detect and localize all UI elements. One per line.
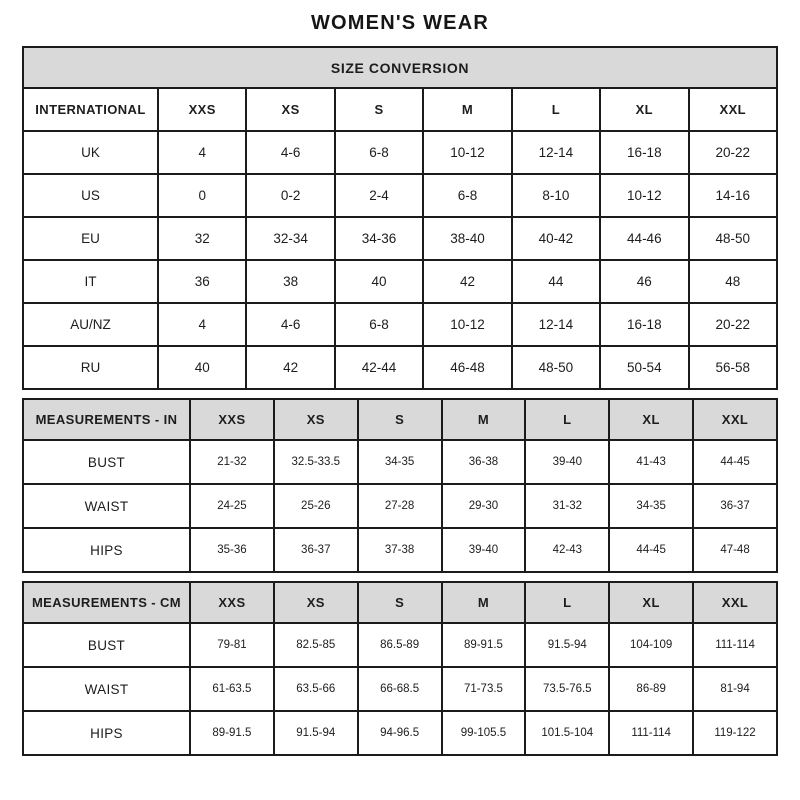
value-cell: 35-36 [190,528,274,572]
value-cell: 36 [158,260,246,303]
column-header: S [358,582,442,623]
value-cell: 4-6 [246,303,334,346]
value-cell: 36-37 [274,528,358,572]
value-cell: 16-18 [600,131,688,174]
column-header: L [525,399,609,440]
column-header: M [442,399,526,440]
value-cell: 91.5-94 [525,623,609,667]
value-cell: 89-91.5 [190,711,274,755]
value-cell: 2-4 [335,174,423,217]
value-cell: 47-48 [693,528,777,572]
value-cell: 12-14 [512,131,600,174]
value-cell: 46-48 [423,346,511,389]
value-cell: 41-43 [609,440,693,484]
value-cell: 6-8 [423,174,511,217]
table-row [23,217,777,260]
value-cell: 32.5-33.5 [274,440,358,484]
value-cell: 20-22 [689,303,777,346]
value-cell: 14-16 [689,174,777,217]
table-row [23,346,777,389]
value-cell: 48 [689,260,777,303]
column-header: XL [600,88,688,131]
column-header: XL [609,582,693,623]
value-cell: 32 [158,217,246,260]
size-conversion-table [22,46,778,390]
value-cell: 36-37 [693,484,777,528]
column-header: XS [246,88,334,131]
value-cell: 40 [335,260,423,303]
page-title: WOMEN'S WEAR [310,12,490,34]
column-header: XS [274,399,358,440]
value-cell: 0-2 [246,174,334,217]
row-label: EU [23,217,158,260]
value-cell: 34-36 [335,217,423,260]
value-cell: 34-35 [358,440,442,484]
measurements-cm-header-row [23,582,777,623]
value-cell: 16-18 [600,303,688,346]
value-cell: 79-81 [190,623,274,667]
row-label: US [23,174,158,217]
row-label: WAIST [23,667,190,711]
row-label: UK [23,131,158,174]
value-cell: 40-42 [512,217,600,260]
value-cell: 111-114 [609,711,693,755]
column-header: XL [609,399,693,440]
value-cell: 38-40 [423,217,511,260]
measurements-in-header-row [23,399,777,440]
value-cell: 63.5-66 [274,667,358,711]
table-row [23,260,777,303]
measurements-cm-body [23,623,777,755]
value-cell: 24-25 [190,484,274,528]
column-header: L [512,88,600,131]
value-cell: 0 [158,174,246,217]
value-cell: 40 [158,346,246,389]
value-cell: 42 [246,346,334,389]
column-header: S [358,399,442,440]
value-cell: 81-94 [693,667,777,711]
value-cell: 50-54 [600,346,688,389]
value-cell: 32-34 [246,217,334,260]
table-row [23,711,777,755]
value-cell: 99-105.5 [442,711,526,755]
row-label: RU [23,346,158,389]
table-row [23,528,777,572]
section-title: MEASUREMENTS - CM [23,582,190,623]
value-cell: 44-46 [600,217,688,260]
value-cell: 82.5-85 [274,623,358,667]
value-cell: 111-114 [693,623,777,667]
column-header: XXL [689,88,777,131]
row-label: BUST [23,623,190,667]
value-cell: 38 [246,260,334,303]
size-conversion-body [23,131,777,389]
value-cell: 37-38 [358,528,442,572]
value-cell: 89-91.5 [442,623,526,667]
value-cell: 4 [158,303,246,346]
column-header: INTERNATIONAL [23,88,158,131]
value-cell: 25-26 [274,484,358,528]
value-cell: 66-68.5 [358,667,442,711]
column-header: XXS [190,582,274,623]
table-row [23,484,777,528]
value-cell: 42-44 [335,346,423,389]
value-cell: 29-30 [442,484,526,528]
table-row [23,623,777,667]
value-cell: 48-50 [512,346,600,389]
value-cell: 8-10 [512,174,600,217]
value-cell: 44 [512,260,600,303]
value-cell: 42 [423,260,511,303]
value-cell: 39-40 [525,440,609,484]
value-cell: 39-40 [442,528,526,572]
row-label: AU/NZ [23,303,158,346]
table-row [23,667,777,711]
value-cell: 91.5-94 [274,711,358,755]
row-label: HIPS [23,528,190,572]
row-label: BUST [23,440,190,484]
measurements-cm-table [22,581,778,756]
table-row [23,440,777,484]
value-cell: 73.5-76.5 [525,667,609,711]
value-cell: 27-28 [358,484,442,528]
value-cell: 71-73.5 [442,667,526,711]
value-cell: 4 [158,131,246,174]
value-cell: 86.5-89 [358,623,442,667]
value-cell: 36-38 [442,440,526,484]
value-cell: 6-8 [335,303,423,346]
value-cell: 94-96.5 [358,711,442,755]
value-cell: 4-6 [246,131,334,174]
measurements-in-body [23,440,777,572]
size-conversion-banner-row [23,47,777,88]
size-conversion-column-header-row [23,88,777,131]
column-header: XXS [158,88,246,131]
value-cell: 56-58 [689,346,777,389]
table-row [23,174,777,217]
value-cell: 61-63.5 [190,667,274,711]
value-cell: 46 [600,260,688,303]
row-label: WAIST [23,484,190,528]
measurements-in-table [22,398,778,573]
value-cell: 10-12 [423,303,511,346]
column-header: XXL [693,582,777,623]
value-cell: 34-35 [609,484,693,528]
value-cell: 44-45 [609,528,693,572]
value-cell: 42-43 [525,528,609,572]
value-cell: 86-89 [609,667,693,711]
value-cell: 119-122 [693,711,777,755]
column-header: XXS [190,399,274,440]
value-cell: 104-109 [609,623,693,667]
column-header: M [423,88,511,131]
row-label: IT [23,260,158,303]
row-label: HIPS [23,711,190,755]
size-conversion-title: SIZE CONVERSION [23,47,777,88]
section-title: MEASUREMENTS - IN [23,399,190,440]
value-cell: 44-45 [693,440,777,484]
value-cell: 6-8 [335,131,423,174]
value-cell: 48-50 [689,217,777,260]
value-cell: 101.5-104 [525,711,609,755]
value-cell: 10-12 [600,174,688,217]
value-cell: 12-14 [512,303,600,346]
value-cell: 10-12 [423,131,511,174]
column-header: L [525,582,609,623]
column-header: XXL [693,399,777,440]
table-row [23,131,777,174]
value-cell: 20-22 [689,131,777,174]
column-header: S [335,88,423,131]
value-cell: 31-32 [525,484,609,528]
table-row [23,303,777,346]
value-cell: 21-32 [190,440,274,484]
column-header: M [442,582,526,623]
column-header: XS [274,582,358,623]
